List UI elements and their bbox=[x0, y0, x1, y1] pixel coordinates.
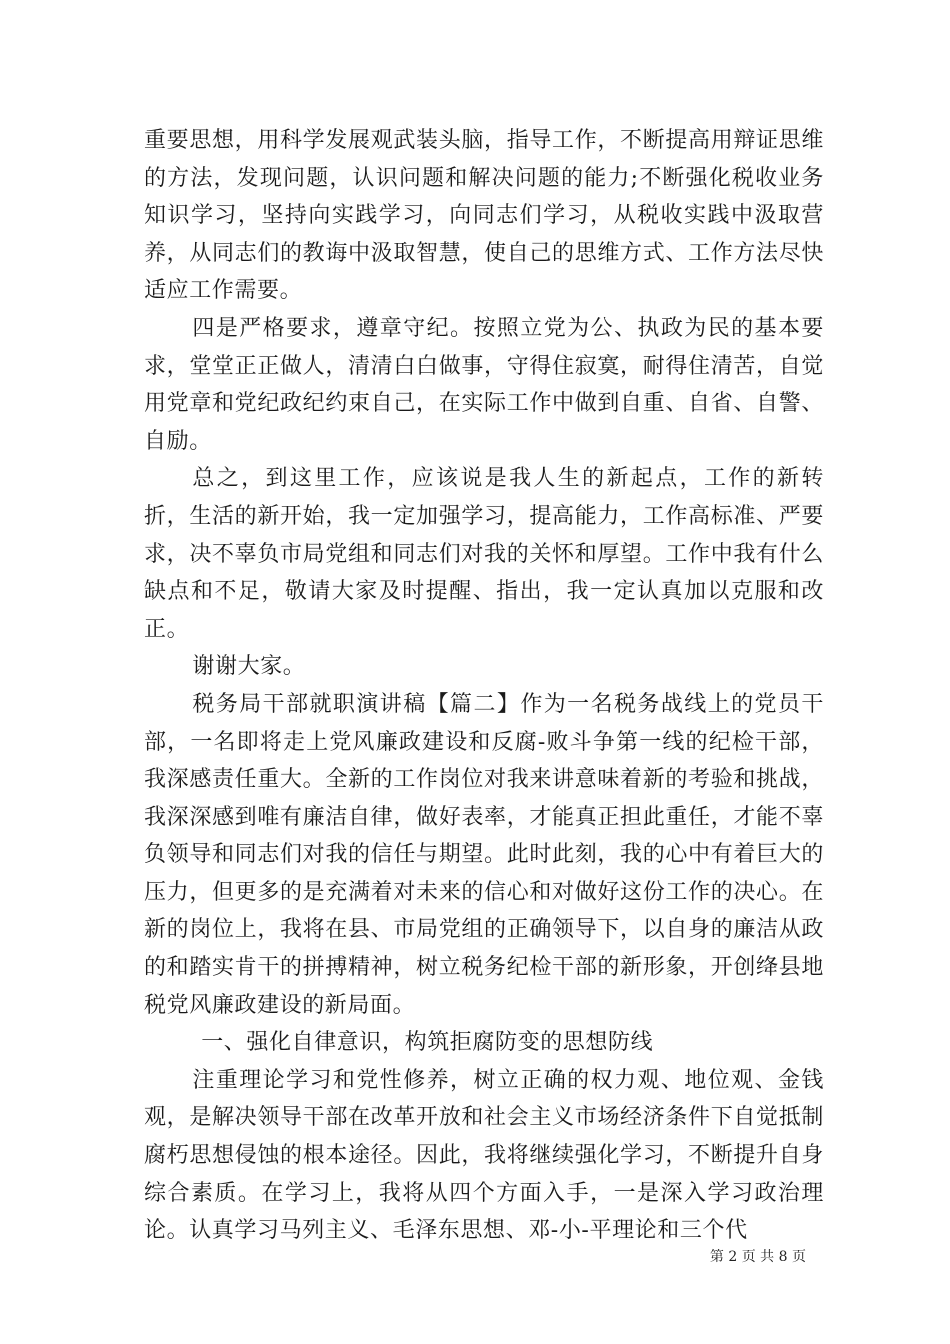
paragraph-continuation: 重要思想，用科学发展观武装头脑，指导工作，不断提高用辩证思维的方法，发现问题，认识问题和解决问题的能力;不断强化税收业务知识学习，坚持向实践学习，向同志们学习，从税收实践中汲取营养，从同志们的教诲中汲取智慧，使自己的思维方式、工作方法尽快适应工作需要。 bbox=[144, 128, 824, 304]
document-body bbox=[144, 122, 824, 1250]
section-heading-self-discipline: 一、强化自律意识，构筑拒腐防变的思想防线 bbox=[201, 1030, 654, 1056]
paragraph-summary: 总之，到这里工作，应该说是我人生的新起点，工作的新转折，生活的新开始，我一定加强学习，提高能力，工作高标准、严要求，决不辜负市局党组和同志们对我的关怀和厚望。工作中我有什么缺点和不足，敬请大家及时提醒、指出，我一定认真加以克服和改正。 bbox=[144, 466, 824, 642]
paragraph-discipline: 四是严格要求，遵章守纪。按照立党为公、执政为民的基本要求，堂堂正正做人，清清白白做事，守得住寂寞，耐得住清苦，自觉用党章和党纪政纪约束自己，在实际工作中做到自重、自省、自警、自励。 bbox=[144, 315, 824, 454]
paragraph-theory-study: 注重理论学习和党性修养，树立正确的权力观、地位观、金钱观，是解决领导干部在改革开放和社会主义市场经济条件下自觉抵制腐朽思想侵蚀的根本途径。因此，我将继续强化学习，不断提升自身综合素质。在学习上，我将从四个方面入手，一是深入学习政治理论。认真学习马列主义、毛泽东思想、邓-小-平理论和三个代 bbox=[144, 1067, 824, 1244]
paragraph-speech-two-intro: 税务局干部就职演讲稿【篇二】作为一名税务战线上的党员干部，一名即将走上党风廉政建设和反腐-败斗争第一线的纪检干部，我深感责任重大。全新的工作岗位对我来讲意味着新的考验和挑战，我深深感到唯有廉洁自律，做好表率，才能真正担此重任，才能不辜负领导和同志们对我的信任与期望。此时此刻，我的心中有着巨大的压力，但更多的是充满着对未来的信心和对做好这份工作的决心。在新的岗位上，我将在县、市局党组的正确领导下，以自身的廉洁从政的和踏实肯干的拼搏精神，树立税务纪检干部的新形象，开创绛县地税党风廉政建设的新局面。 bbox=[144, 691, 824, 1018]
page-number-footer: 第 2 页 共 8 页 bbox=[709, 1249, 806, 1265]
paragraph-thanks: 谢谢大家。 bbox=[192, 654, 306, 680]
